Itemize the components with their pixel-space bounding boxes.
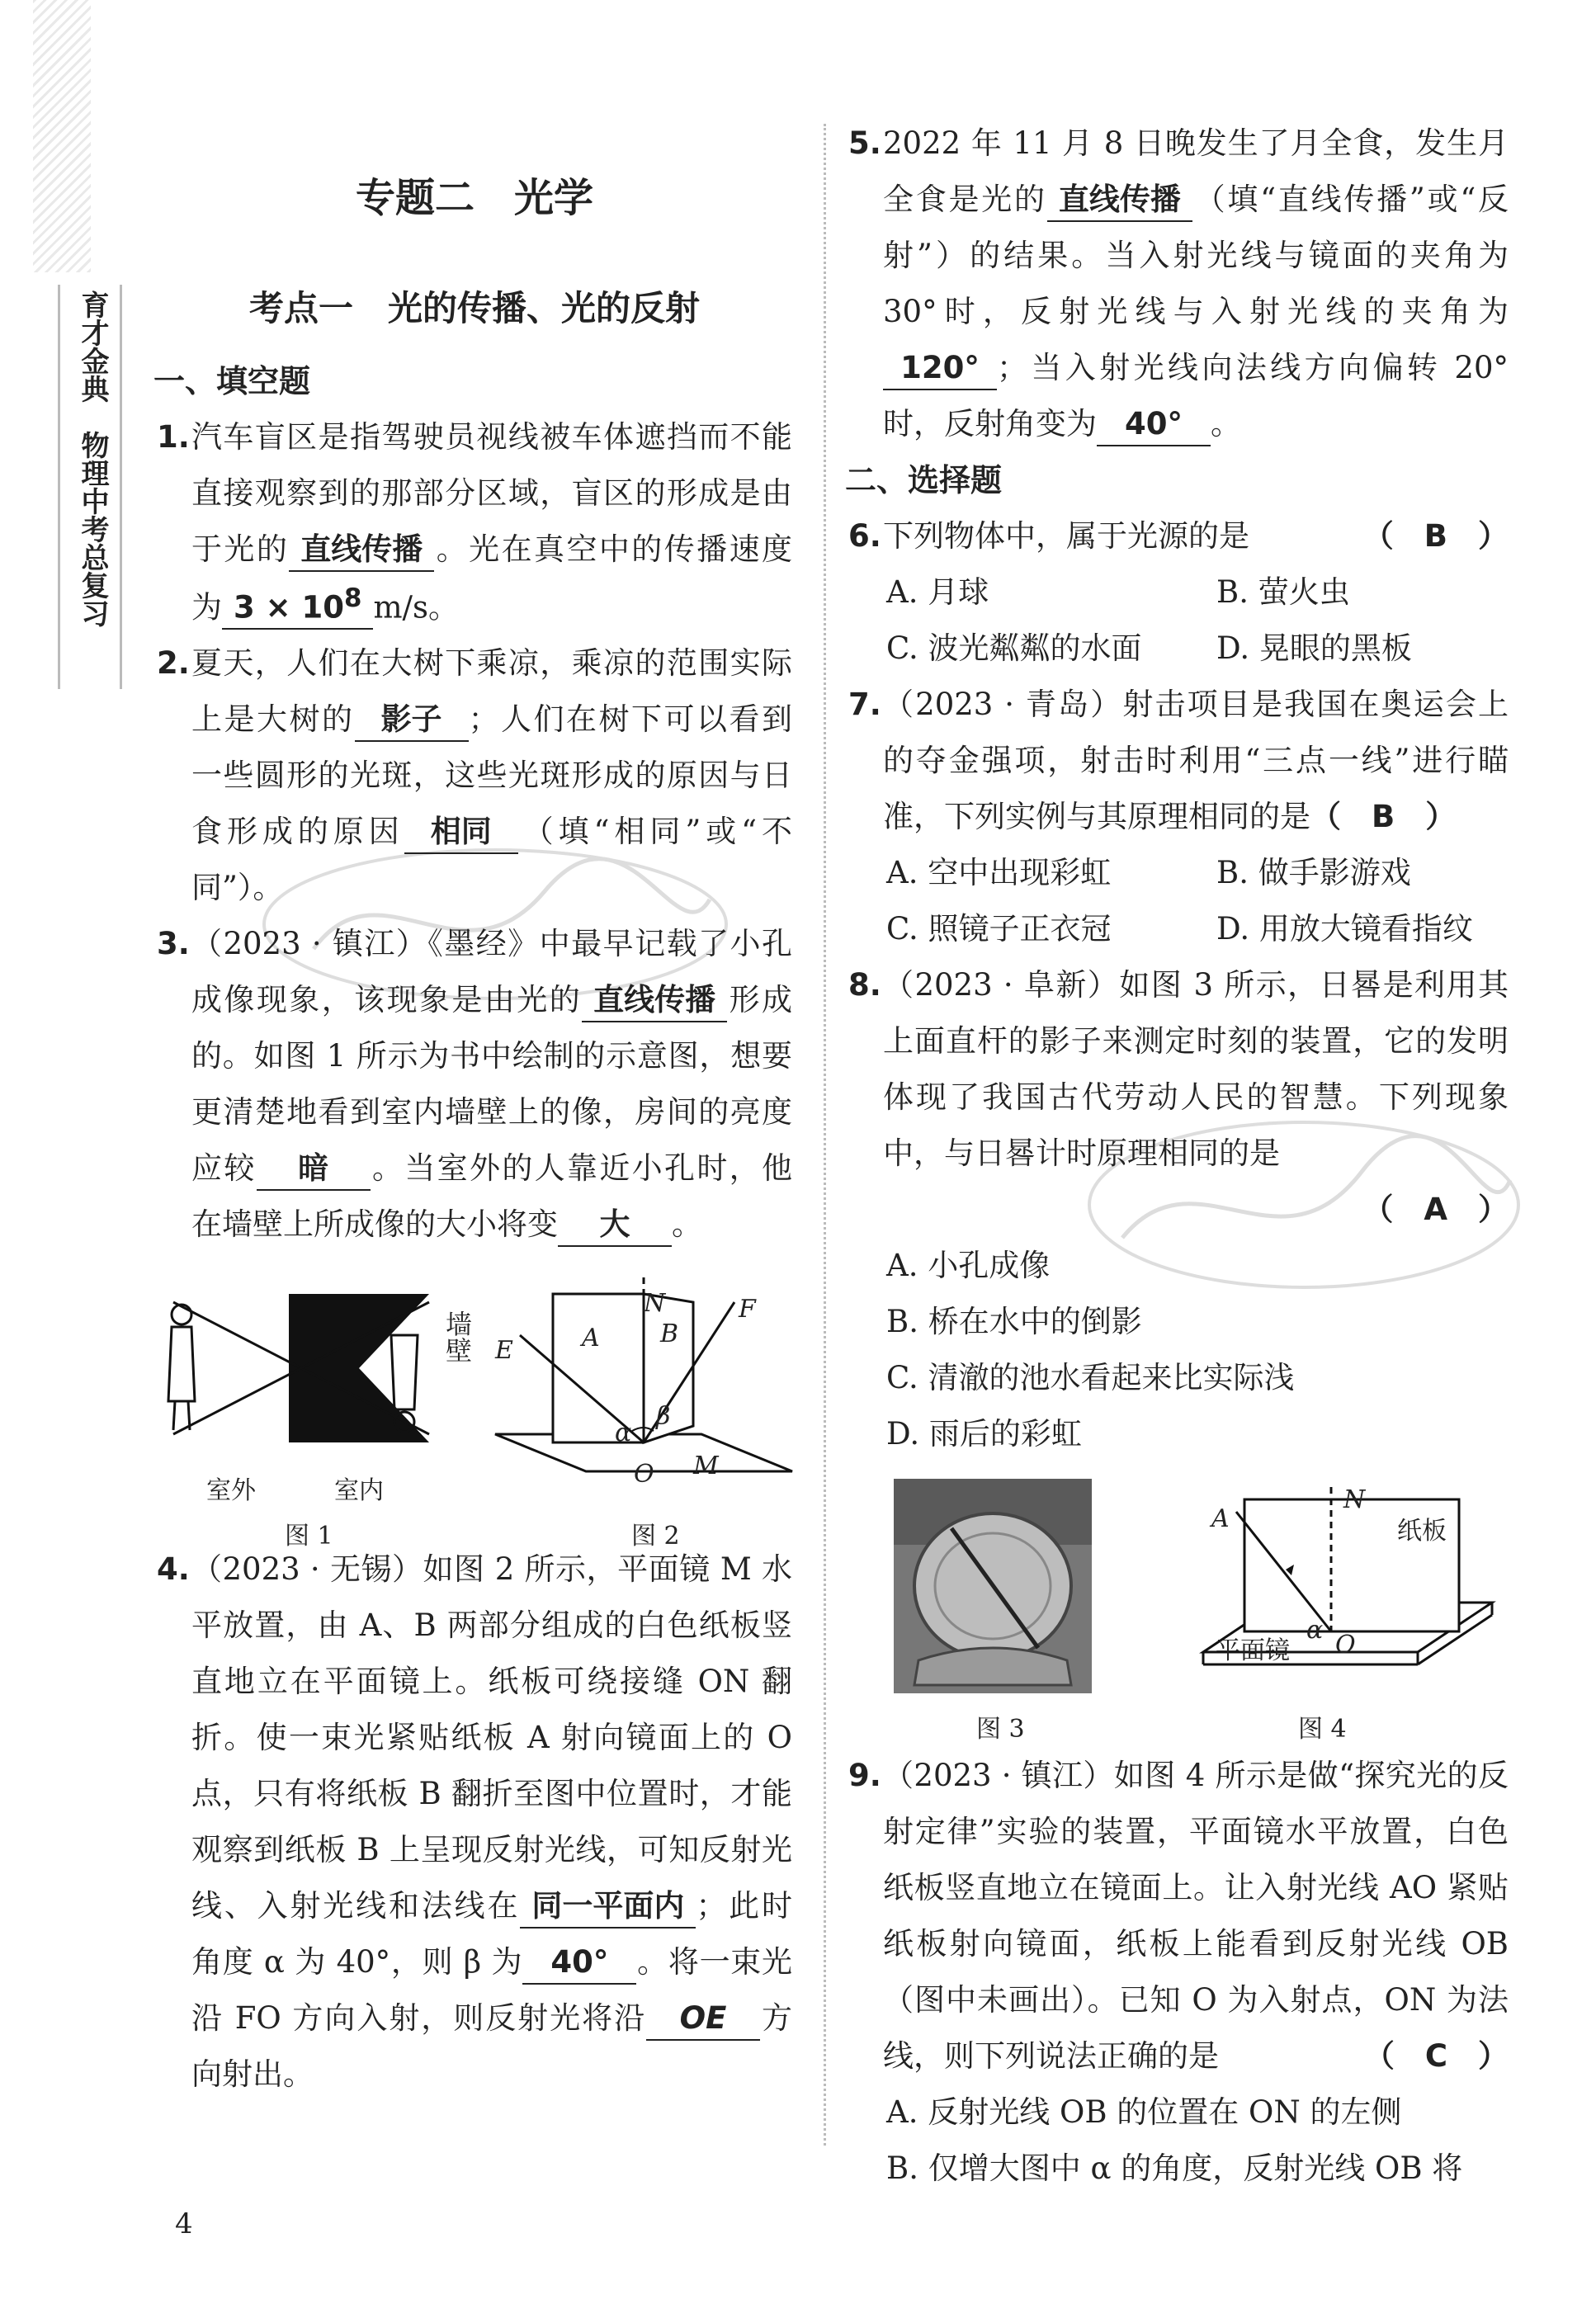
question-text: （2023 · 无锡）如图 2 所示，平面镜 M 水平放置，由 A、B 两部分组成的白色纸板竖直地立在平面镜上。纸板可绕接缝 ON 翻折。使一束光紧贴纸板 A 射向镜面上的 O 点，只有将纸板 B 翻折至图中位置时，才能观察到纸板 B 上呈现反射光线，可知反射光线、入射光线和法线在 xyxy=(191,1551,792,1924)
option: C. 波光粼粼的水面 xyxy=(886,630,1142,666)
figure-1-pinhole xyxy=(157,1277,454,1475)
figure-2-label-f: F xyxy=(739,1295,756,1324)
question-text: 2022 年 11 月 8 日晚发生了月全食，发生月全食是光的 xyxy=(883,125,1509,217)
question-text: 方向射出。 xyxy=(191,2000,793,2093)
answer-blank: 大 xyxy=(558,1204,672,1247)
column-divider xyxy=(824,124,826,2146)
answer-blank: 40° xyxy=(522,1942,636,1985)
question-number: 5. xyxy=(848,125,881,161)
question-9 xyxy=(848,1748,1509,2084)
section-fill-in: 一、填空题 xyxy=(153,363,311,399)
figure-1-wall-label: 墙壁 xyxy=(441,1310,473,1364)
figure-4-label-a: A xyxy=(1211,1504,1230,1533)
spine-series: 育才金典 xyxy=(76,290,109,403)
question-1 xyxy=(157,409,792,635)
question-6 xyxy=(848,508,1509,564)
question-text: ；此时角度 α 为 40°，则 β 为 xyxy=(191,1888,793,1980)
figure-2-label-o: O xyxy=(634,1460,654,1489)
figure-4-label-o: O xyxy=(1335,1631,1356,1659)
spine-label xyxy=(76,290,109,627)
figure-2-label-b: B xyxy=(660,1320,679,1349)
question-text: （填“直线传播”或“反射”）的结果。当入射光线与镜面的夹角为 30°时，反射光线与入射光线的夹角为 xyxy=(883,182,1509,329)
option: A. 月球 xyxy=(886,574,989,610)
figure-3-sundial-photo xyxy=(894,1479,1092,1693)
question-4 xyxy=(157,1541,792,2103)
answer-blank: 相同 xyxy=(404,811,518,854)
question-number: 2. xyxy=(157,645,190,682)
question-text: m/s。 xyxy=(373,589,459,626)
figure-1-caption: 图 1 xyxy=(285,1522,333,1551)
figure-3-caption: 图 3 xyxy=(976,1715,1025,1744)
question-text: ；当入射光线向法线方向偏转 20°时，反射角变为 xyxy=(883,350,1509,441)
question-text: （2023 · 镇江）如图 4 所示是做“探究光的反射定律”实验的装置，平面镜水平放置，白色纸板竖直地立在镜面上。让入射光线 AO 紧贴纸板射向镜面，纸板上能看到反射光线 OB（图中未画出）。已知 O 为入射点，ON 为法线，则下列说法正确的是 xyxy=(883,1758,1509,2074)
options-q6 xyxy=(848,564,1509,677)
question-3 xyxy=(157,916,792,1253)
figure-2-label-a: A xyxy=(582,1324,600,1353)
question-text: （2023 · 镇江）《墨经》中最早记载了小孔成像现象，该现象是由光的 xyxy=(191,926,792,1018)
question-8 xyxy=(848,957,1509,1238)
question-text: 夏天，人们在大树下乘凉，乘凉的范围实际上是大树的 xyxy=(191,645,792,738)
decorative-hatch xyxy=(33,0,91,272)
question-text: 形成的。如图 1 所示为书中绘制的示意图，想要更清楚地看到室内墙壁上的像，房间的亮度应较 xyxy=(191,982,793,1187)
question-number: 6. xyxy=(848,518,881,554)
question-text: 。 xyxy=(1211,406,1241,441)
answer-blank: 影子 xyxy=(355,699,469,742)
answer-blank: 直线传播 xyxy=(582,980,727,1022)
option: B. 做手影游戏 xyxy=(1216,855,1411,890)
figure-1-outside-label: 室外 xyxy=(206,1476,256,1506)
question-text: （2023 · 阜新）如图 3 所示，日晷是利用其上面直杆的影子来测定时刻的装置，它的发明体现了我国古代劳动人民的智慧。下列现象中，与日晷计时原理相同的是 xyxy=(883,967,1509,1171)
answer-base: 3 × 10 xyxy=(234,589,344,626)
question-2 xyxy=(157,635,792,916)
option: B. 桥在水中的倒影 xyxy=(886,1304,1142,1339)
figures-1-2 xyxy=(157,1277,792,1551)
option: D. 用放大镜看指纹 xyxy=(1216,911,1473,947)
question-text: 。光在真空中的传播速度为 xyxy=(191,531,793,626)
question-text: 。当室外的人靠近小孔时，他在墙壁上所成像的大小将变 xyxy=(191,1150,793,1243)
question-text: 。将一束光沿 FO 方向入射，则反射光将沿 xyxy=(191,1944,793,2037)
figure-2-label-beta: β xyxy=(656,1402,671,1432)
question-text: 下列物体中，属于光源的是 xyxy=(883,518,1249,554)
question-7 xyxy=(848,677,1509,845)
figure-2-label-m: M xyxy=(693,1452,719,1481)
answer-blank: 直线传播 xyxy=(1047,179,1192,222)
answer-choice: （ B ） xyxy=(1362,518,1509,554)
question-text: 。 xyxy=(672,1206,702,1243)
right-column xyxy=(845,116,1509,2197)
answer-blank-speed xyxy=(222,578,373,630)
section-subtitle: 考点一 光的传播、光的反射 xyxy=(248,288,700,328)
question-text: 汽车盲区是指驾驶员视线被车体遮挡而不能直接观察到的那部分区域，盲区的形成是由于光的 xyxy=(191,419,792,567)
person-outside-icon xyxy=(168,1305,195,1430)
option: B. 仅增大图中 α 的角度，反射光线 OB 将 xyxy=(886,2150,1463,2186)
option: A. 小孔成像 xyxy=(886,1248,1051,1283)
option: A. 反射光线 OB 的位置在 ON 的左侧 xyxy=(886,2094,1402,2130)
spine-rule-left xyxy=(58,285,60,689)
option: C. 清澈的池水看起来比实际浅 xyxy=(886,1360,1295,1395)
figures-3-4 xyxy=(848,1479,1509,1744)
answer-blank: 40° xyxy=(1097,404,1211,446)
question-number: 8. xyxy=(848,967,881,1003)
answer-blank: 直线传播 xyxy=(289,529,434,572)
option: C. 照镜子正衣冠 xyxy=(886,911,1112,947)
figure-2-label-alpha: α xyxy=(615,1419,632,1448)
answer-choice: （ C ） xyxy=(1363,2038,1509,2074)
figure-4-label-n: N xyxy=(1343,1485,1366,1514)
answer-choice: （ A ） xyxy=(1362,1192,1509,1227)
section-multiple-choice: 二、选择题 xyxy=(845,462,1003,498)
question-text: （2023 · 青岛）射击项目是我国在奥运会上的夺金强项，射击时利用“三点一线”进行瞄准，下列实例与其原理相同的是 xyxy=(883,687,1509,834)
question-number: 9. xyxy=(848,1758,881,1793)
question-text: ；人们在树下可以看到一些圆形的光斑，这些光斑形成的原因与日食形成的原因 xyxy=(191,701,792,850)
option: D. 晃眼的黑板 xyxy=(1216,630,1412,666)
spine-book: 物理中考总复习 xyxy=(76,431,109,627)
spine-rule-right xyxy=(120,285,122,689)
question-number: 4. xyxy=(157,1551,190,1588)
answer-blank: 暗 xyxy=(257,1148,371,1191)
figure-4-label-alpha: α xyxy=(1306,1616,1324,1645)
question-number: 7. xyxy=(848,687,881,722)
figure-4-board-label: 纸板 xyxy=(1397,1517,1447,1546)
page-title: 专题二 光学 xyxy=(355,175,593,221)
question-number: 3. xyxy=(157,926,190,962)
figure-4-caption: 图 4 xyxy=(1298,1715,1347,1744)
option: A. 空中出现彩虹 xyxy=(886,855,1112,890)
question-text: （填“相同”或“不同”）。 xyxy=(191,814,792,906)
question-5 xyxy=(848,116,1509,452)
figure-2-caption: 图 2 xyxy=(631,1522,680,1551)
figure-1-inside-label: 室内 xyxy=(334,1476,384,1506)
figure-2-label-e: E xyxy=(495,1336,513,1366)
answer-choice: （ B ） xyxy=(1310,799,1457,834)
options-q7 xyxy=(848,845,1509,957)
option: D. 雨后的彩虹 xyxy=(886,1416,1082,1452)
page-number: 4 xyxy=(175,2207,193,2240)
figure-2-label-n: N xyxy=(644,1289,666,1319)
figure-4-mirror-label: 平面镜 xyxy=(1216,1636,1290,1665)
answer-blank: 同一平面内 xyxy=(520,1886,696,1929)
answer-blank: OE xyxy=(646,1998,760,2041)
answer-exponent: 8 xyxy=(344,583,362,613)
answer-blank: 120° xyxy=(883,347,997,390)
left-column xyxy=(153,165,793,2103)
question-number: 1. xyxy=(157,419,190,455)
option: B. 萤火虫 xyxy=(1216,574,1350,610)
